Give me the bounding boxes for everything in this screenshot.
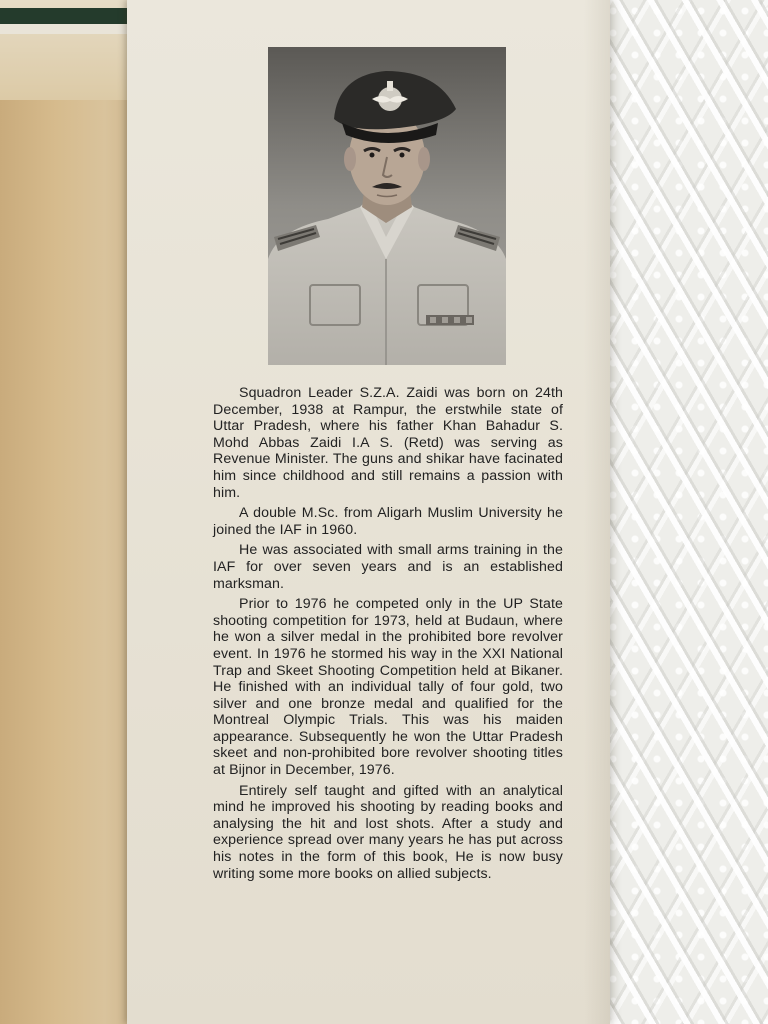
book-cover-board xyxy=(0,0,140,1024)
portrait-illustration xyxy=(268,47,506,365)
bio-paragraph-book: Entirely self taught and gifted with an analytical mind he improved his shooting by reading books and analysing the hit and lost shots. After a study and experience spread over many years he has put across his notes in the form of this book, He is now busy writing some more books on allied subjects. xyxy=(213,782,563,882)
bio-paragraph-competitions: Prior to 1976 he competed only in the UP State shooting competition for 1973, held at Budaun, where he won a silver medal in the prohibited bore revolver event. In 1976 he stormed his way in the XXI National Trap and Skeet Shooting Competition held at Bikaner. He finished with an individual tally of four gold, two silver and one bronze medal and qualified for the Montreal Olympic Trials. This was his maiden appearance. Subsequently he won the Uttar Pradesh skeet and non-prohibited bore revolver shooting titles at Bijnor in December, 1976. xyxy=(213,596,563,779)
bio-paragraph-education: A double M.Sc. from Aligarh Muslim University he joined the IAF in 1960. xyxy=(213,505,563,538)
bio-paragraph-training: He was associated with small arms training in the IAF for over seven years and is an established marksman. xyxy=(213,542,563,592)
bio-paragraph-birth: Squadron Leader S.Z.A. Zaidi was born on 24th December, 1938 at Rampur, the erstwhile state of Uttar Pradesh, where his father Khan Bahadur S. Mohd Abbas Zaidi I.A S. (Retd) was serving as Revenue Minister. The guns and shikar have facinated him since childhood and still remains a passion with him. xyxy=(213,385,563,501)
book-spine-band xyxy=(0,8,128,24)
biography-text xyxy=(213,385,563,886)
officer-portrait-photo xyxy=(268,47,506,365)
